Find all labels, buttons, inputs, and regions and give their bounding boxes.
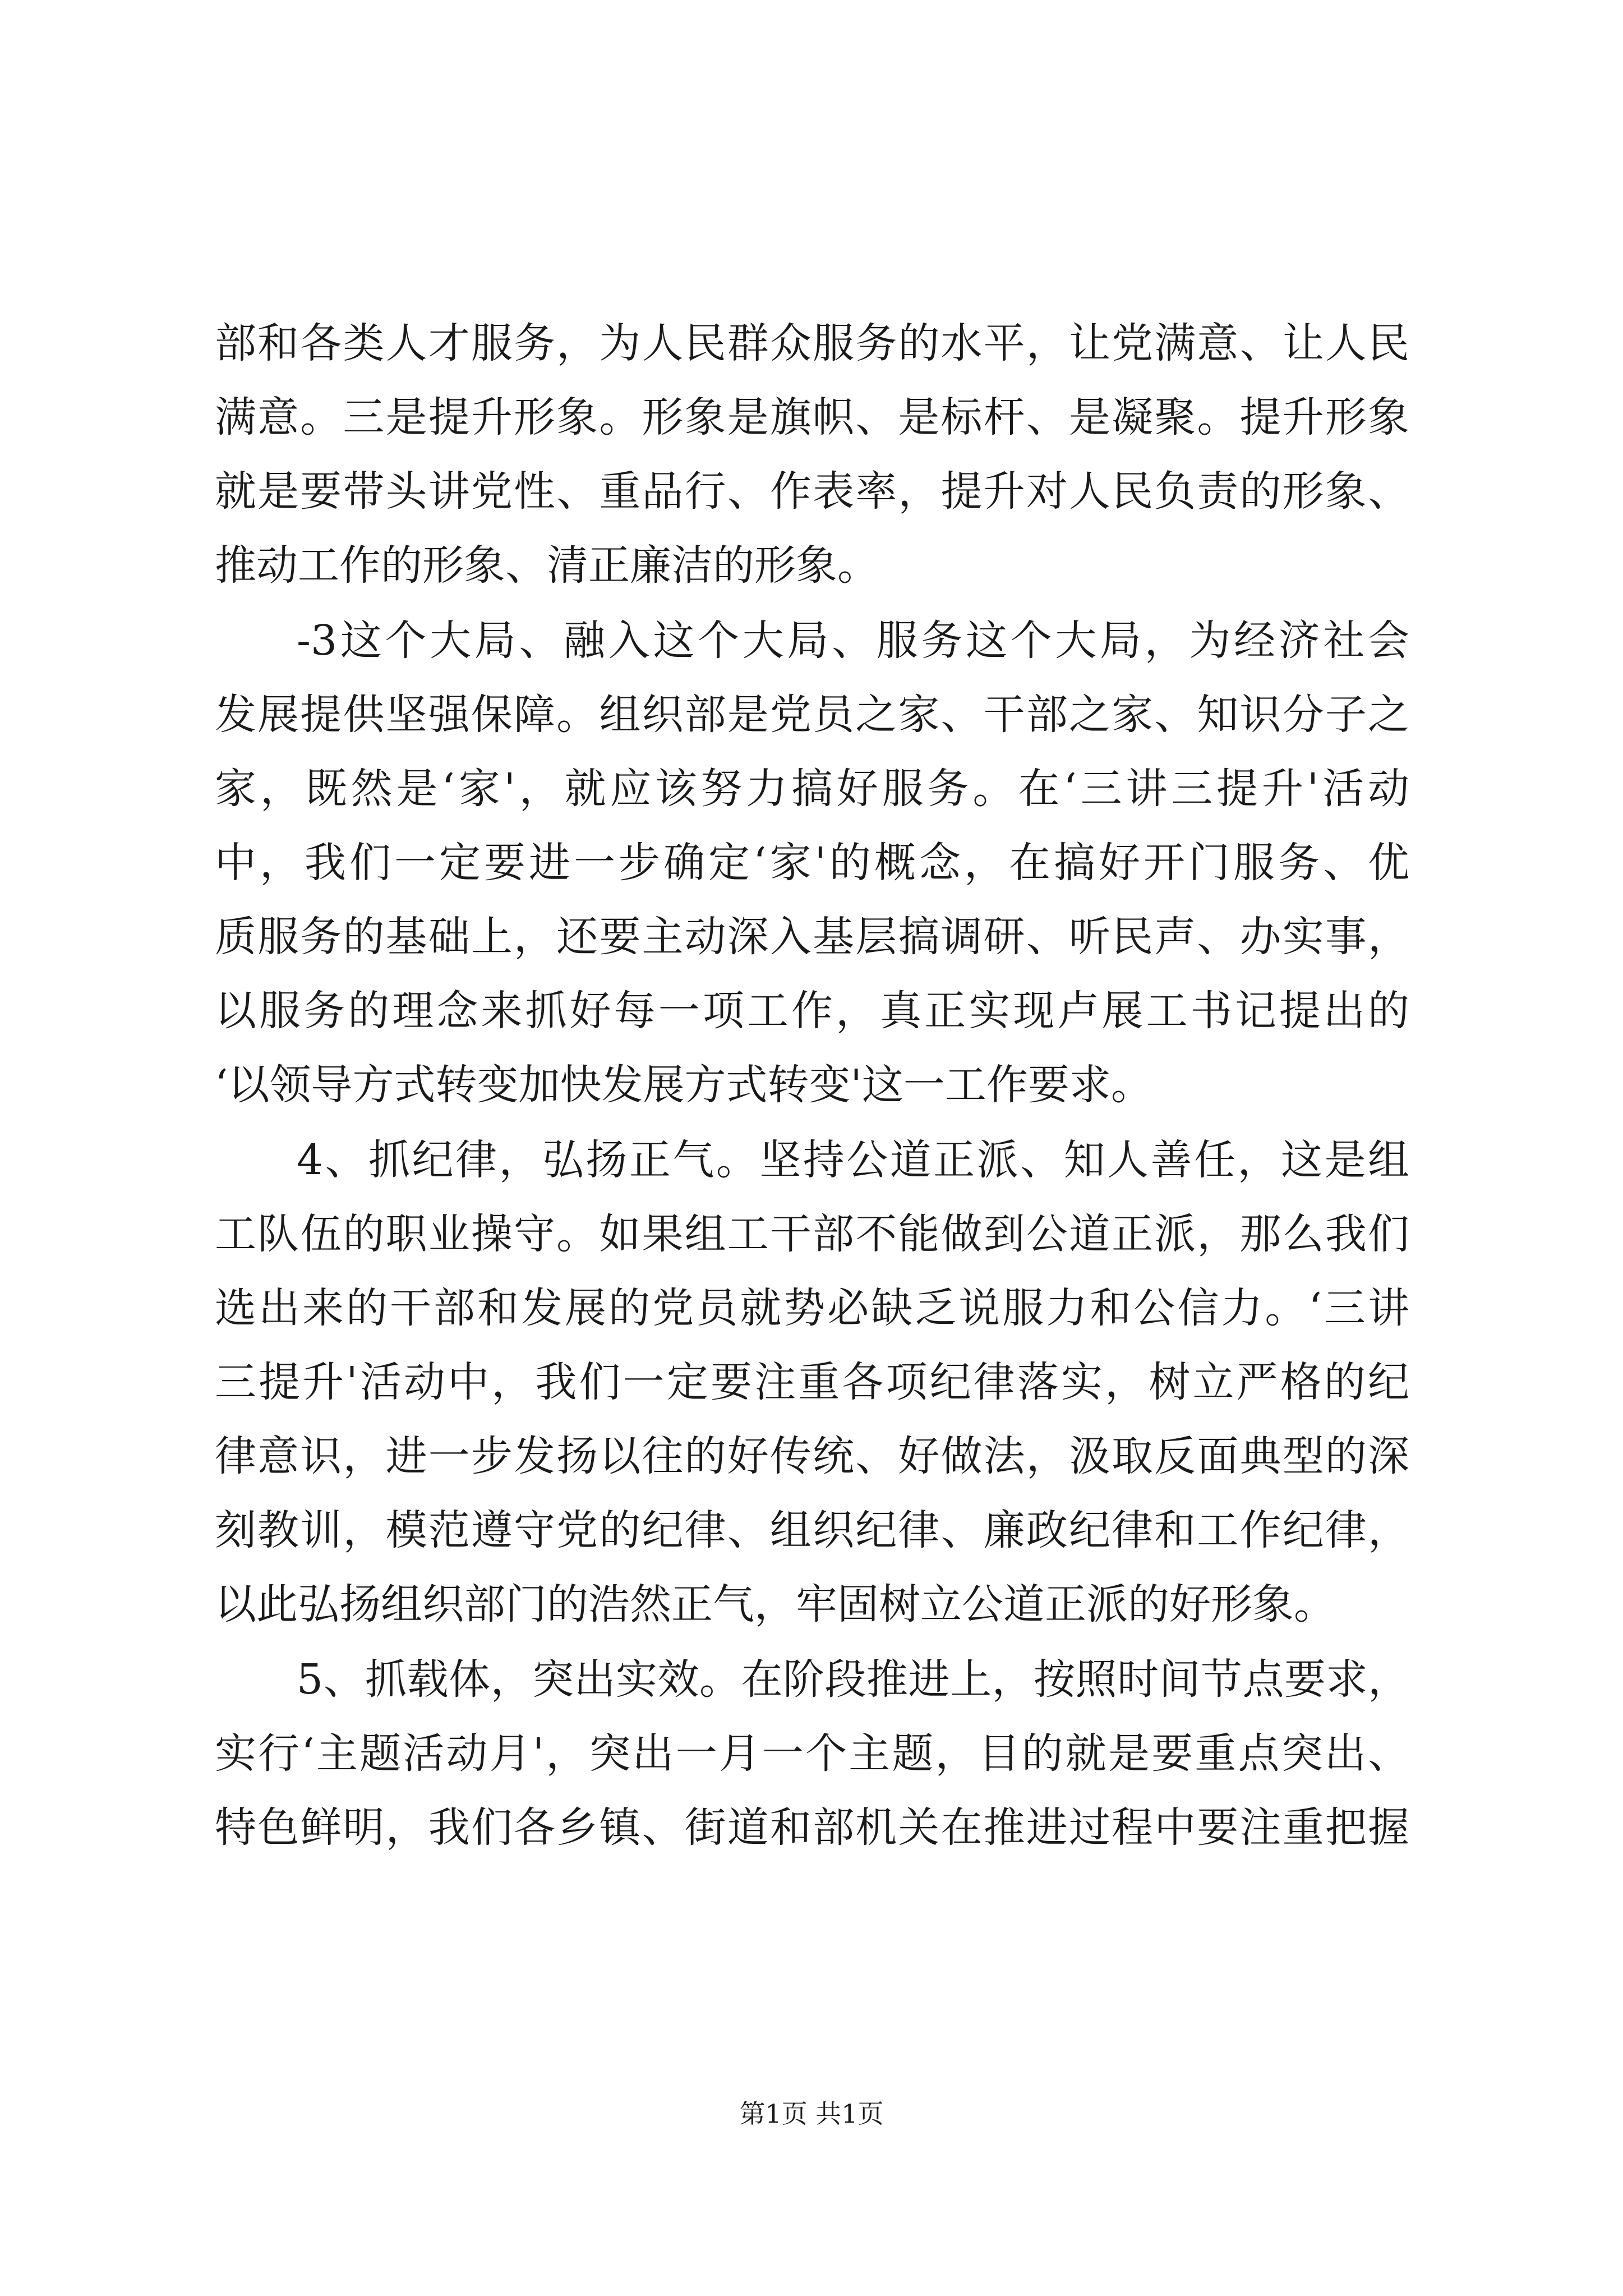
body-line: 刻教训，模范遵守党的纪律、组织纪律、廉政纪律和工作纪律， — [215, 1506, 1409, 1554]
body-line: 以服务的理念来抓好每一项工作，真正实现卢展工书记提出的 — [215, 987, 1409, 1035]
body-line: 就是要带头讲党性、重品行、作表率，提升对人民负责的形象、 — [215, 467, 1409, 516]
body-line: 特色鲜明，我们各乡镇、街道和部机关在推进过程中要注重把握 — [215, 1803, 1409, 1852]
body-line: 中，我们一定要进一步确定‘家'的概念，在搞好开门服务、优 — [215, 839, 1409, 887]
body-line: 实行‘主题活动月'，突出一月一个主题，目的就是要重点突出、 — [215, 1729, 1409, 1778]
paragraph-first-line: -3这个大局、融入这个大局、服务这个大局，为经济社会 — [297, 616, 1409, 665]
body-line: 质服务的基础上，还要主动深入基层搞调研、听民声、办实事， — [215, 913, 1409, 961]
body-line: 推动工作的形象、清正廉洁的形象。 — [215, 541, 879, 590]
body-line: 发展提供坚强保障。组织部是党员之家、干部之家、知识分子之 — [215, 691, 1409, 739]
paragraph-first-line: 5、抓载体，突出实效。在阶段推进上，按照时间节点要求， — [297, 1655, 1409, 1704]
page-footer: 第1页 共1页 — [739, 2099, 884, 2129]
body-line: 家，既然是‘家'，就应该努力搞好服务。在‘三讲三提升'活动 — [215, 765, 1409, 813]
paragraph-first-line: 4、抓纪律，弘扬正气。坚持公道正派、知人善任，这是组 — [297, 1136, 1409, 1184]
body-line: 选出来的干部和发展的党员就势必缺乏说服力和公信力。‘三讲 — [215, 1284, 1409, 1332]
body-line: 三提升'活动中，我们一定要注重各项纪律落实，树立严格的纪 — [215, 1358, 1409, 1406]
body-line: 律意识，进一步发扬以往的好传统、好做法，汲取反面典型的深 — [215, 1432, 1409, 1480]
body-line: 部和各类人才服务，为人民群众服务的水平，让党满意、让人民 — [215, 319, 1409, 367]
body-line: 满意。三是提升形象。形象是旗帜、是标杆、是凝聚。提升形象 — [215, 393, 1409, 441]
body-line: 以此弘扬组织部门的浩然正气，牢固树立公道正派的好形象。 — [215, 1580, 1335, 1628]
body-line: 工队伍的职业操守。如果组工干部不能做到公道正派，那么我们 — [215, 1210, 1409, 1258]
body-line: ‘以领导方式转变加快发展方式转变'这一工作要求。 — [215, 1061, 1152, 1109]
